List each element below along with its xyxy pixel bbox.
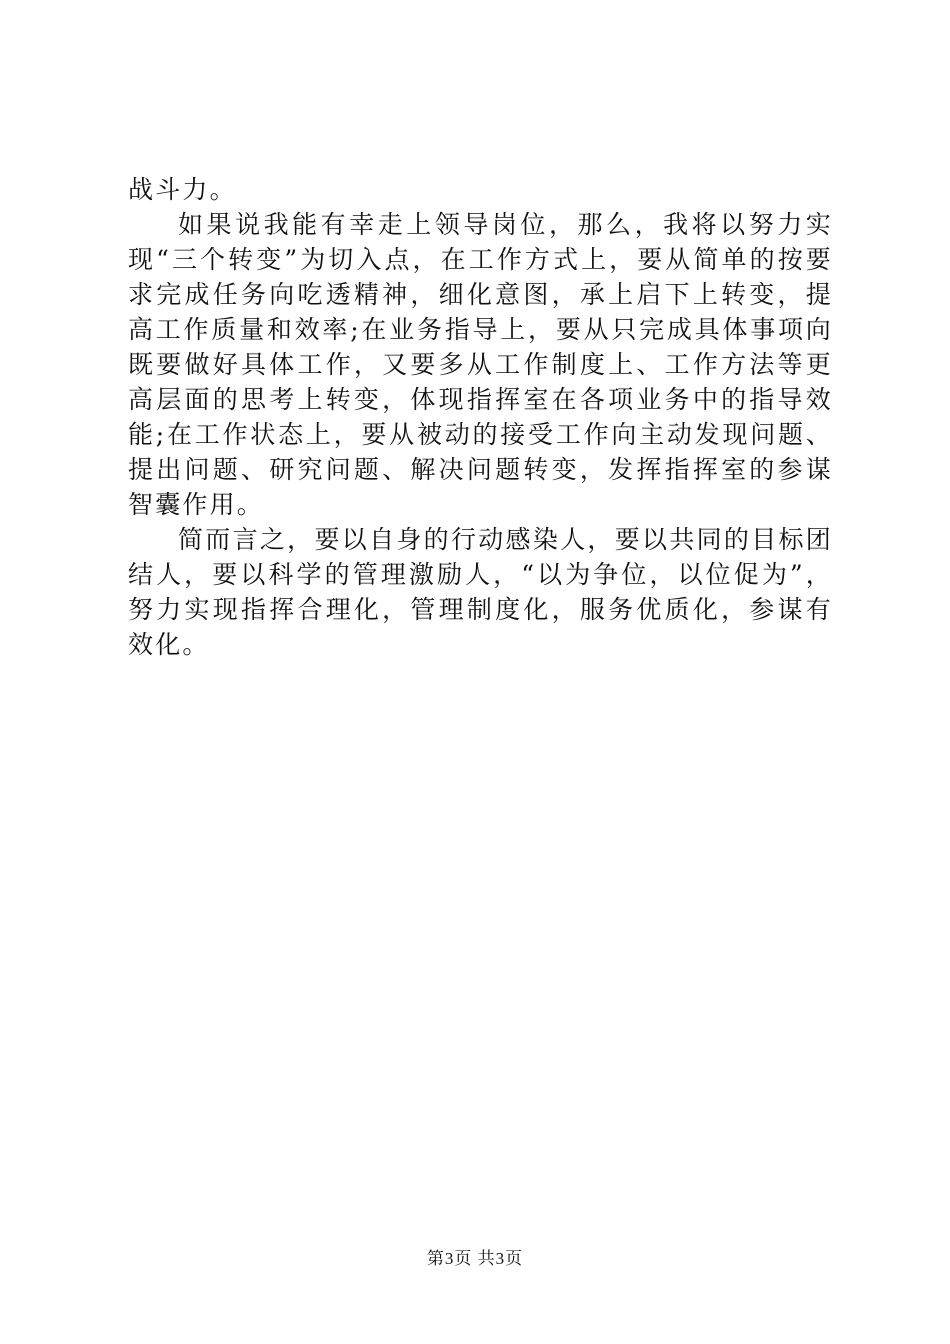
document-body xyxy=(128,172,833,662)
paragraph-1: 战斗力。 xyxy=(128,175,237,204)
page-number-footer: 第3页 共3页 xyxy=(426,1249,524,1268)
paragraph-3: 简而言之，要以自身的行动感染人，要以共同的目标团结人，要以科学的管理激励人，“以为争位，以位促为”，努力实现指挥合理化，管理制度化，服务优质化，参谋有效化。 xyxy=(128,525,833,659)
paragraph-2: 如果说我能有幸走上领导岗位，那么，我将以努力实现“三个转变”为切入点，在工作方式上，要从简单的按要求完成任务向吃透精神，细化意图，承上启下上转变，提高工作质量和效率;在业务指导上，要从只完成具体事项向既要做好具体工作，又要多从工作制度上、工作方法等更高层面的思考上转变，体现指挥室在各项业务中的指导效能;在工作状态上，要从被动的接受工作向主动发现问题、提出问题、研究问题、解决问题转变，发挥指挥室的参谋智囊作用。 xyxy=(128,210,833,519)
